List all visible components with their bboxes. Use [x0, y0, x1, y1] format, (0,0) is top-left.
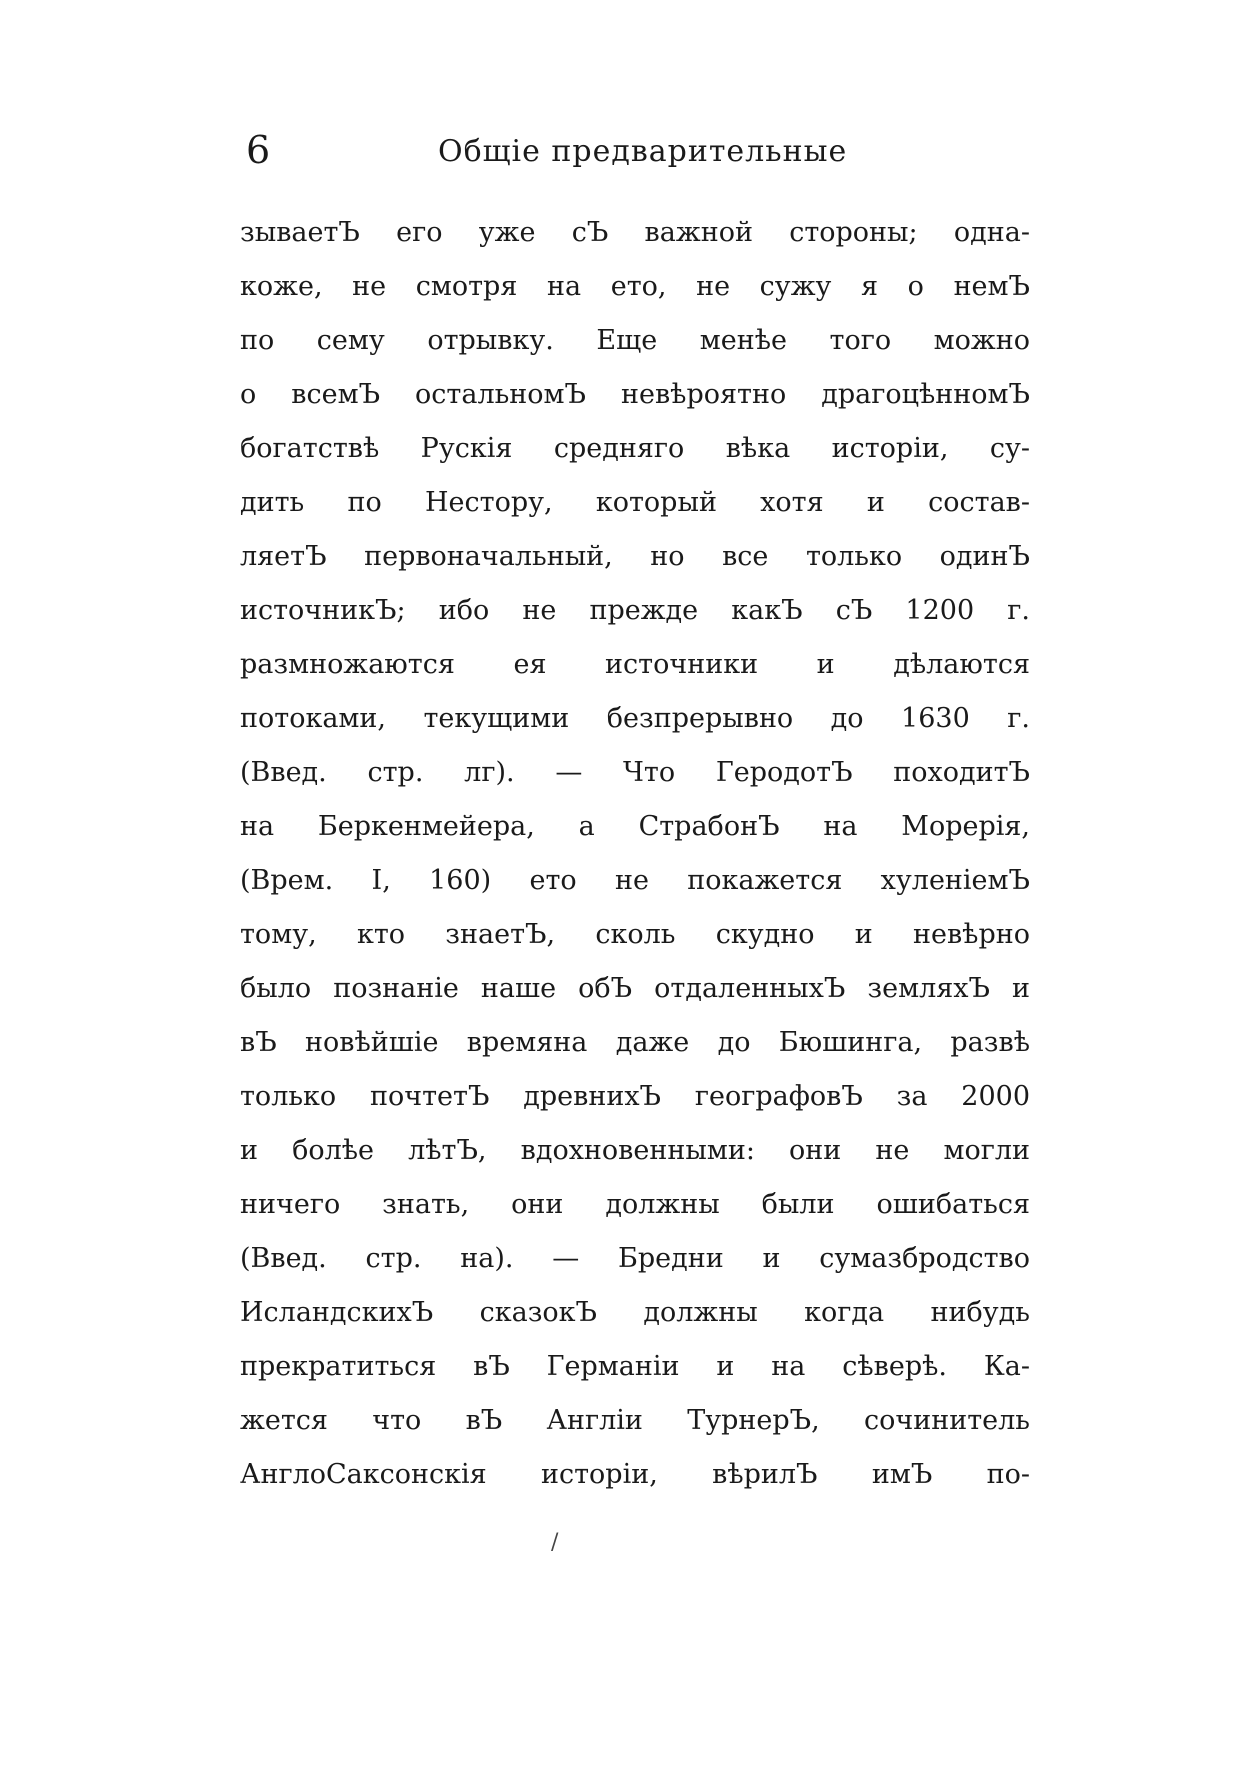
- text-line: богатствѣ Рускія средняго вѣка исторіи, су-: [240, 433, 1030, 464]
- text-line: ничего знать, они должны были ошибаться: [240, 1189, 1030, 1220]
- stray-mark: /: [551, 1530, 559, 1555]
- text-line: потоками, текущими безпрерывно до 1630 г.: [240, 703, 1030, 734]
- text-line: размножаются ея источники и дѣлаются: [240, 649, 1030, 680]
- text-line: коже, не смотря на ето, не сужу я о немЪ: [240, 271, 1030, 302]
- text-line: тому, кто знаетЪ, сколь скудно и невѣрно: [240, 919, 1030, 950]
- text-line: дить по Нестору, который хотя и состав-: [240, 487, 1030, 518]
- text-line: ляетЪ первоначальный, но все только одинЪ: [240, 541, 1030, 572]
- body-text: [240, 206, 1030, 1502]
- text-line: (Введ. стр. лг). — Что ГеродотЪ походитЪ: [240, 757, 1030, 788]
- text-line: жется что вЪ Англіи ТурнерЪ, сочинитель: [240, 1405, 1030, 1436]
- text-line: прекратиться вЪ Германіи и на сѣверѣ. Ка-: [240, 1351, 1030, 1382]
- text-line: и болѣе лѣтЪ, вдохновенными: они не могли: [240, 1135, 1030, 1166]
- page-number: 6: [246, 128, 271, 172]
- text-line: зываетЪ его уже сЪ важной стороны; одна-: [240, 217, 1030, 248]
- text-line: о всемЪ остальномЪ невѣроятно драгоцѣнномЪ: [240, 379, 1030, 410]
- text-line: только почтетЪ древнихЪ географовЪ за 2000: [240, 1081, 1030, 1112]
- text-line: по сему отрывку. Еще менѣе того можно: [240, 325, 1030, 356]
- text-line: источникЪ; ибо не прежде какЪ сЪ 1200 г.: [240, 595, 1030, 626]
- text-line: ИсландскихЪ сказокЪ должны когда нибудь: [240, 1297, 1030, 1328]
- running-head: [240, 128, 1030, 178]
- text-line: АнглоСаксонскія исторіи, вѣрилЪ имЪ по-: [240, 1459, 1030, 1490]
- text-line: было познаніе наше обЪ отдаленныхЪ земляхЪ и: [240, 973, 1030, 1004]
- text-line: вЪ новѣйшіе времяна даже до Бюшинга, развѣ: [240, 1027, 1030, 1058]
- text-line: на Беркенмейера, а СтрабонЪ на Морерія,: [240, 811, 1030, 842]
- text-line: (Врем. I, 160) ето не покажется хуленіемЪ: [240, 865, 1030, 896]
- text-line: (Введ. стр. на). — Бредни и сумазбродство: [240, 1243, 1030, 1274]
- running-title: Общіе предварительные: [438, 134, 848, 169]
